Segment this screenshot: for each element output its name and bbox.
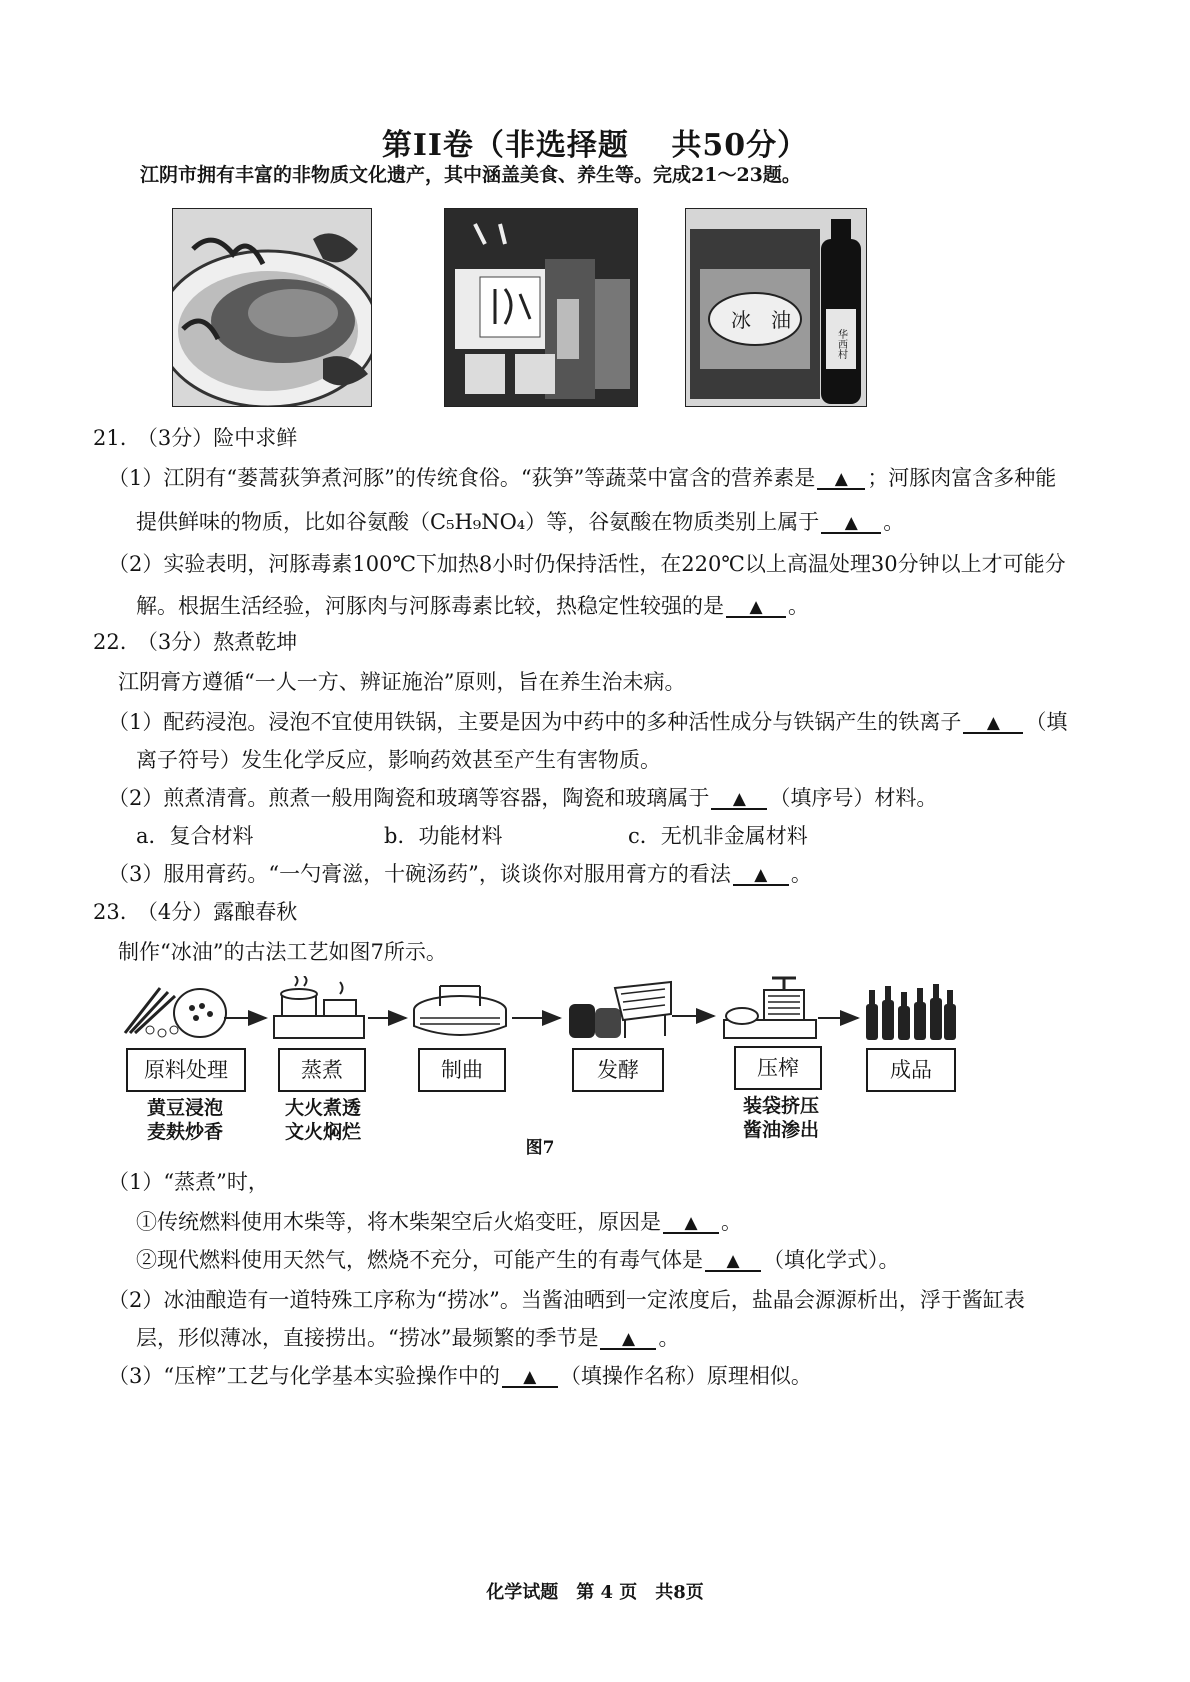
- answer-blank[interactable]: ▲: [705, 1248, 761, 1272]
- answer-blank[interactable]: ▲: [663, 1210, 719, 1234]
- q23-part2-line2: 层，形似薄冰，直接捞出。“捞冰”最频繁的季节是 ▲ 。: [136, 1326, 680, 1350]
- q22-option-b: b．功能材料: [384, 824, 503, 848]
- process-arrows: [0, 970, 1190, 1050]
- q23-lead: 制作“冰油”的古法工艺如图7所示。: [118, 940, 447, 964]
- caption-pressing: 装袋挤压 酱油渗出: [742, 1095, 819, 1141]
- step-product: 成品: [866, 1048, 956, 1092]
- q23-part3: （3）“压榨”工艺与化学基本实验操作中的 ▲ （填操作名称）原理相似。: [108, 1364, 812, 1388]
- herbal-paste-photo: [444, 208, 638, 407]
- step-koji: 制曲: [418, 1048, 506, 1092]
- photo3-label-text: 冰 油: [731, 308, 791, 332]
- q23-part1-sub1: ①传统燃料使用木柴等，将木柴架空后火焰变旺，原因是 ▲ 。: [136, 1210, 742, 1234]
- photo3-bottle-text: 华西村: [835, 329, 847, 359]
- q21-part1-line2: 提供鲜味的物质，比如谷氨酸（C₅H₉NO₄）等，谷氨酸在物质类别上属于 ▲ 。: [136, 510, 905, 534]
- q23-part2-line1: （2）冰油酿造有一道特殊工序称为“捞冰”。当酱油晒到一定浓度后，盐晶会源源析出，浮于酱缸表: [108, 1288, 1025, 1312]
- q22-part2: （2）煎煮清膏。煎煮一般用陶瓷和玻璃等容器，陶瓷和玻璃属于 ▲ （填序号）材料。: [108, 786, 938, 810]
- figure-label: 图7: [525, 1138, 555, 1158]
- q21-part2-line1: （2）实验表明，河豚毒素100℃下加热8小时仍保持活性，在220℃以上高温处理30分钟以上才可能分: [108, 552, 1066, 576]
- step-fermentation: 发酵: [572, 1048, 664, 1092]
- answer-blank[interactable]: ▲: [502, 1364, 558, 1388]
- q23-part1-sub2: ②现代燃料使用天然气，燃烧不充分，可能产生的有毒气体是 ▲ （填化学式）。: [136, 1248, 900, 1272]
- answer-blank[interactable]: ▲: [817, 466, 865, 490]
- q22-option-a: a．复合材料: [136, 824, 254, 848]
- q21-part1-line1: （1）江阴有“蒌蒿荻笋煮河豚”的传统食俗。“荻笋”等蔬菜中富含的营养素是 ▲ ；河豚肉富含多种能: [108, 466, 1057, 490]
- q22-part3: （3）服用膏药。“一勺膏滋，十碗汤药”，谈谈你对服用膏方的看法 ▲ 。: [108, 862, 812, 886]
- pufferfish-dish-photo: [172, 208, 372, 407]
- section-title: 第II卷（非选择题 共50分）: [381, 128, 809, 163]
- step-raw-material: 原料处理: [126, 1048, 246, 1092]
- q22-lead: 江阴膏方遵循“一人一方、辨证施治”原则，旨在养生治未病。: [118, 670, 686, 694]
- answer-blank[interactable]: ▲: [821, 510, 881, 534]
- page-footer: 化学试题 第 4 页 共8页: [486, 1582, 704, 1603]
- ice-soy-sauce-photo: [685, 208, 867, 407]
- q22-part1-line1: （1）配药浸泡。浸泡不宜使用铁锅，主要是因为中药中的多种活性成分与铁锅产生的铁离子 ▲ （填: [108, 710, 1068, 734]
- q21-heading: 21. （3分）险中求鲜: [93, 426, 298, 450]
- answer-blank[interactable]: ▲: [711, 786, 767, 810]
- process-figure: [0, 970, 1190, 1160]
- intro-text: 江阴市拥有丰富的非物质文化遗产，其中涵盖美食、养生等。完成21～23题。: [140, 164, 801, 186]
- q22-part1-line2: 离子符号）发生化学反应，影响药效甚至产生有害物质。: [136, 748, 661, 772]
- q23-heading: 23. （4分）露酿春秋: [93, 900, 298, 924]
- caption-raw-material: 黄豆浸泡 麦麸炒香: [146, 1097, 223, 1143]
- step-steaming: 蒸煮: [278, 1048, 366, 1092]
- q21-part2-line2: 解。根据生活经验，河豚肉与河豚毒素比较，热稳定性较强的是 ▲ 。: [136, 594, 809, 618]
- answer-blank[interactable]: ▲: [733, 862, 789, 886]
- step-pressing: 压榨: [734, 1046, 822, 1090]
- answer-blank[interactable]: ▲: [726, 594, 786, 618]
- answer-blank[interactable]: ▲: [963, 710, 1023, 734]
- q22-heading: 22. （3分）熬煮乾坤: [93, 630, 298, 654]
- q22-option-c: c．无机非金属材料: [628, 824, 808, 848]
- answer-blank[interactable]: ▲: [600, 1326, 656, 1350]
- q23-part1: （1）“蒸煮”时，: [108, 1170, 269, 1194]
- caption-steaming: 大火煮透 文火焖烂: [284, 1097, 361, 1143]
